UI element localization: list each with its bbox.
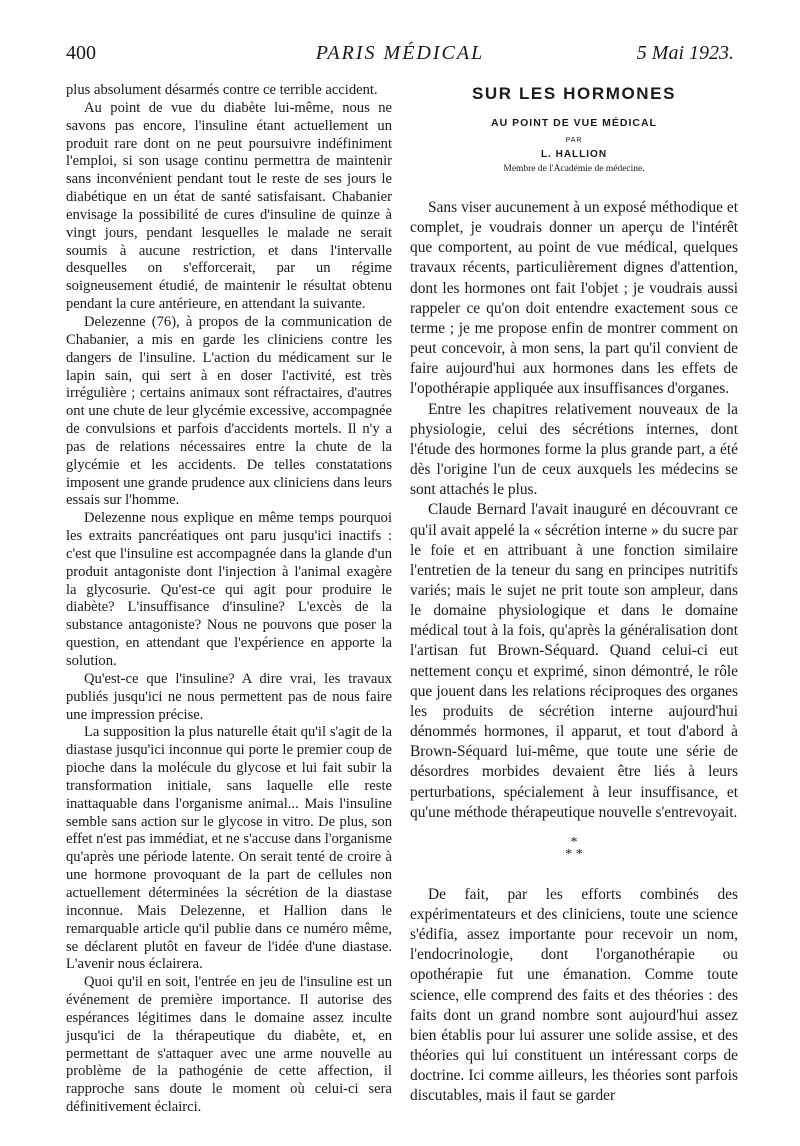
page-header	[0, 42, 800, 72]
paragraph: Quoi qu'il en soit, l'entrée en jeu de l'insuline est un événement de première importance. Il autorise des espérances légitimes dans le domaine assez inculte jusqu'ici de la thérapeutique du diabète, et, en permettant de s'attaquer avec une arme nouvelle au problème de la pathogénie de cette affection, il rapproche sans doute le moment où celui-ci sera définitivement éclairci.	[66, 974, 392, 1116]
paragraph: La supposition la plus naturelle était qu'il s'agit de la diastase jusqu'ici inconnue qui porte le premier coup de pioche dans la molécule du glycose et lui fait subir la transformation initiale, sans laquelle elle reste inattaquable dans l'organisme animal... Mais l'insuline semble sans action sur le glycose in vitro. De plus, son effet n'est pas immédiat, et ne s'accuse dans l'organisme qu'après une période latente. On serait tenté de croire à une hormone provoquant de la part de cellules non actuellement déterminées la sécrétion de la diastase inconnue. Mais Delezenne, et Hallion dans le remarquable article qu'il publie dans ce numéro même, se déclarent plutôt en faveur de l'idée d'une diastase. L'avenir nous éclairera.	[66, 724, 392, 973]
paragraph: Qu'est-ce que l'insuline? A dire vrai, les travaux publiés jusqu'ici ne nous permettent pas de nous faire une impression précise.	[66, 670, 392, 723]
paragraph: Delezenne nous explique en même temps pourquoi les extraits pancréatiques ont paru jusqu'ici inactifs : c'est que l'insuline est accompagnée dans la glande d'un produit antagoniste dont l'injection à l'animal exagère la glycosurie. Qu'est-ce qui agit pour produire le diabète? L'insuffisance d'insuline? L'excès de la substance antagoniste? Nous ne pouvons que poser la question, en attendant que l'expérience en apporte la solution.	[66, 510, 392, 669]
issue-date: 5 Mai 1923.	[636, 42, 734, 64]
left-column	[66, 82, 392, 1117]
right-column	[410, 82, 738, 1107]
article-title-block	[410, 84, 738, 176]
asterism-glyph: * * *	[565, 834, 583, 862]
article-subtitle: AU POINT DE VUE MÉDICAL	[491, 117, 657, 129]
article-by: PAR	[565, 137, 583, 144]
paragraph: Delezenne (76), à propos de la communication de Chabanier, a mis en garde les cliniciens contre les dangers de l'insuline. L'action du médicament sur le lapin sain, qui sert à en doser l'activité, est très irrégulière ; certains animaux sont réfractaires, d'autres ont une chute de leur glycémie excessive, accompagnée de convulsions et parfois d'accidents mortels. Il n'y a pas de relations nécessaires entre la chute de la glycémie et les accidents. De telles constatations imposent une grande prudence aux cliniciens dans leurs essais sur l'homme.	[66, 313, 392, 509]
article-title: SUR LES HORMONES	[471, 84, 677, 103]
paragraph: Au point de vue du diabète lui-même, nous ne savons pas encore, l'insuline étant actuellement un produit rare dont on ne peut poursuivre indéfiniment l'emploi, si son usage continu permettra de maintenir sans inconvénient pendant tout le reste de ses jours le diabétique en un état de santé satisfaisant. Chabanier envisage la possibilité de cures d'insuline de quinze à vingt jours, pendant lesquelles le malade ne serait soumis à aucune restriction, et dans l'intervalle desquelles on s'efforcerait, par un régime soigneusement étudié, de maintenir le résultat obtenu pendant la cure antérieure, en attendant la suivante.	[66, 99, 392, 313]
paragraph: Claude Bernard l'avait inauguré en découvrant ce qu'il avait appelé la « sécrétion interne » du sucre par le foie et en attribuant à une fonction similaire l'entretien de la teneur du sang en principes nutritifs variés; mais le sujet ne prit toute son ampleur, dans le domaine physiologique et dans le domaine médical tout à la fois, qu'après la généralisation dont l'artisan fut Brown-Séquard. Quand celui-ci eut nettement conçu et exprimé, sinon démontré, le rôle que jouent dans les relations réciproques des organes les produits de sécrétion interne aujourd'hui dénommés hormones, il apparut, et tout d'abord à Brown-Séquard lui-même, que toute une série de désordres morbides devaient être liés à leurs perturbations, spécialement à leur insuffisance, et qu'une méthode thérapeutique nouvelle s'entrevoyait.	[410, 501, 738, 821]
author-affiliation: Membre de l'Académie de médecine.	[503, 164, 645, 174]
section-separator	[410, 834, 738, 862]
paragraph: plus absolument désarmés contre ce terrible accident.	[66, 82, 378, 98]
journal-title: PARIS MÉDICAL	[315, 42, 485, 64]
paragraph: De fait, par les efforts combinés des expérimentateurs et des cliniciens, toute une science s'édifia, assez importante pour recevoir un nom, l'endocrinologie, dont l'organothérapie ou opothérapie fut une émanation. Comme toute science, elle comprend des faits et des théories : des faits dont un grand nombre sont aujourd'hui assez bien établis pour lui assurer une solide assise, et des théories qui lui constituent un intéressant corps de doctrine. Ici comme ailleurs, les théories sont parfois discutables, mais il faut se garder	[410, 885, 738, 1105]
page-number: 400	[66, 42, 96, 64]
paragraph: Entre les chapitres relativement nouveaux de la physiologie, celui des sécrétions internes, dont l'étude des hormones forme la plus grande part, a été dès l'origine l'un de ceux auxquels les médecins se sont attachés le plus.	[410, 400, 738, 499]
article-author: L. HALLION	[540, 149, 608, 160]
paragraph: Sans viser aucunement à un exposé méthodique et complet, je voudrais donner un aperçu de l'intérêt que comportent, au point de vue médical, quelques travaux récents, particulièrement dignes d'attention, dont les hormones ont fait l'objet ; je voudrais aussi rappeler ce qu'on doit entendre exactement sous ce terme ; je me propose enfin de montrer comment on peut concevoir, à mon sens, la part qu'il convient de faire aujourd'hui aux hormones dans les effets de l'opothérapie appliquée aux insuffisances d'organes.	[410, 199, 738, 398]
